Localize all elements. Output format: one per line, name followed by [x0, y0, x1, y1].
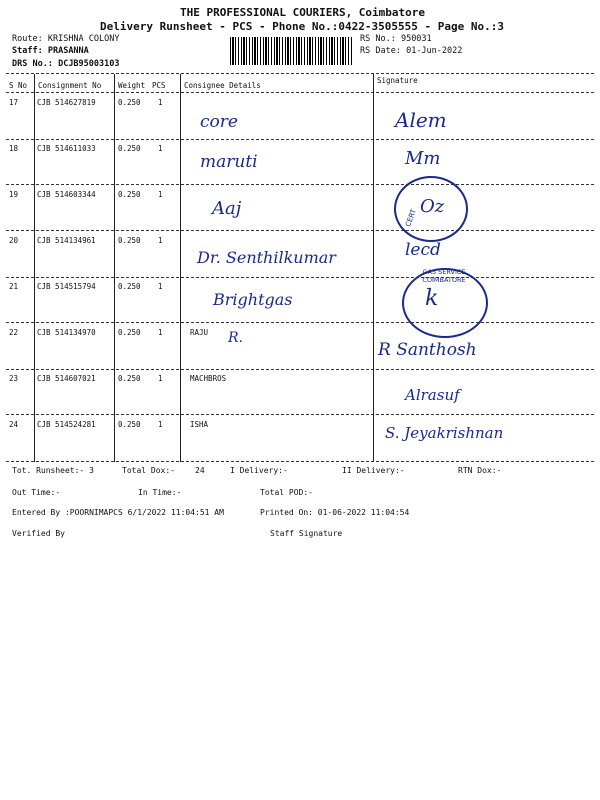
row-consignment: CJB 514607021	[37, 374, 96, 383]
handwritten-consignee: Dr. Senthilkumar	[197, 248, 336, 267]
row-pcs: 1	[158, 282, 163, 291]
row-consignee-details: ISHA	[190, 420, 209, 429]
row-rule	[6, 139, 594, 140]
col-details: Consignee Details	[184, 81, 261, 90]
table-row	[0, 142, 600, 186]
row-sno: 19	[9, 190, 19, 199]
row-consignment: CJB 514627819	[37, 98, 96, 107]
staff-label: Staff:	[12, 46, 43, 56]
handwritten-signature: Mm	[405, 148, 441, 169]
total-dox-label: Total Dox:-	[122, 466, 175, 475]
header-top-rule	[6, 73, 594, 74]
row-pcs: 1	[158, 144, 163, 153]
route-line	[12, 34, 120, 44]
row-weight: 0.250	[118, 236, 141, 245]
handwritten-consignee: R.	[228, 330, 243, 346]
row-pcs: 1	[158, 420, 163, 429]
table-row	[0, 280, 600, 324]
table-row	[0, 372, 600, 416]
table-row	[0, 96, 600, 140]
rtn-dox: RTN Dox:-	[458, 466, 502, 475]
row-weight: 0.250	[118, 98, 141, 107]
printed-on: Printed On: 01-06-2022 11:04:54	[260, 508, 410, 517]
col-sno: S No	[9, 81, 28, 90]
entered-by: Entered By :POORNIMAPCS 6/1/2022 11:04:51 AM	[12, 508, 224, 517]
handwritten-consignee: Brightgas	[213, 290, 293, 309]
col-consignment: Consignment No	[38, 81, 102, 90]
drs-value: DCJB95003103	[58, 59, 120, 69]
handwritten-signature: Alrasuf	[405, 386, 460, 404]
row-consignment: CJB 514134970	[37, 328, 96, 337]
rs-no-label: RS No.:	[360, 34, 396, 44]
col-pcs: PCS	[152, 81, 166, 90]
row-weight: 0.250	[118, 144, 141, 153]
row-consignee-details: MACHBROS	[190, 374, 227, 383]
col-weight: Weight	[118, 81, 146, 90]
verified-by: Verified By	[12, 529, 65, 538]
seal-text: CERT	[404, 208, 418, 228]
staff-value: PRASANNA	[47, 46, 89, 56]
handwritten-signature: S. Jeyakrishnan	[385, 424, 504, 442]
table-row	[0, 418, 600, 462]
row-sno: 21	[9, 282, 19, 291]
rs-date-label: RS Date:	[360, 46, 401, 56]
company-name: THE PROFESSIONAL COURIERS, Coimbatore	[180, 6, 426, 19]
row-pcs: 1	[158, 236, 163, 245]
row-sno: 23	[9, 374, 19, 383]
row-rule	[6, 414, 594, 415]
handwritten-signature: lecd	[405, 240, 441, 260]
barcode	[230, 37, 352, 65]
handwritten-signature: Oz	[420, 196, 445, 217]
i-delivery: I Delivery:-	[230, 466, 288, 475]
row-consignment: CJB 514524281	[37, 420, 96, 429]
handwritten-signature: k	[425, 286, 439, 311]
row-rule	[6, 230, 594, 231]
handwritten-consignee: core	[200, 112, 238, 132]
gas-service-seal	[402, 268, 488, 338]
row-consignment: CJB 514134961	[37, 236, 96, 245]
row-pcs: 1	[158, 374, 163, 383]
col-signature: Signature	[377, 76, 418, 85]
rs-no-line	[360, 34, 432, 44]
table-row	[0, 234, 600, 278]
out-time: Out Time:-	[12, 488, 61, 497]
handwritten-consignee: maruti	[200, 152, 258, 172]
row-pcs: 1	[158, 328, 163, 337]
handwritten-signature: Alem	[395, 108, 447, 132]
total-dox-value: 24	[195, 466, 205, 475]
row-rule	[6, 184, 594, 185]
rs-date-value: 01-Jun-2022	[406, 46, 463, 56]
total-pod: Total POD:-	[260, 488, 313, 497]
row-sno: 18	[9, 144, 19, 153]
rs-no-value: 950031	[400, 34, 432, 44]
row-sno: 20	[9, 236, 19, 245]
header-bottom-rule	[6, 92, 594, 93]
row-sno: 17	[9, 98, 19, 107]
row-rule	[6, 369, 594, 370]
row-rule	[6, 461, 594, 462]
runsheet-title: Delivery Runsheet - PCS - Phone No.:0422-3505555 - Page No.:3	[100, 20, 504, 33]
row-consignment: CJB 514611033	[37, 144, 96, 153]
row-sno: 22	[9, 328, 19, 337]
drs-line	[12, 59, 120, 69]
staff-signature: Staff Signature	[270, 529, 343, 538]
row-rule	[6, 322, 594, 323]
row-consignment: CJB 514603344	[37, 190, 96, 199]
table-row	[0, 188, 600, 232]
row-pcs: 1	[158, 190, 163, 199]
row-weight: 0.250	[118, 374, 141, 383]
route-label: Route:	[12, 34, 43, 44]
row-pcs: 1	[158, 98, 163, 107]
handwritten-consignee: Aaj	[212, 198, 242, 219]
row-consignee-details: RAJU	[190, 328, 209, 337]
row-weight: 0.250	[118, 328, 141, 337]
total-runsheet: Tot. Runsheet:- 3	[12, 466, 94, 475]
in-time: In Time:-	[138, 488, 182, 497]
company-seal	[394, 176, 468, 242]
route-value: KRISHNA COLONY	[47, 34, 120, 44]
table-row	[0, 326, 600, 370]
rs-date-line	[360, 46, 462, 56]
handwritten-signature: R Santhosh	[378, 340, 477, 360]
row-weight: 0.250	[118, 420, 141, 429]
staff-line	[12, 46, 89, 56]
ii-delivery: II Delivery:-	[342, 466, 405, 475]
row-consignment: CJB 514515794	[37, 282, 96, 291]
seal-text: GAS SERVICE COIMBATORE	[422, 268, 466, 284]
row-weight: 0.250	[118, 190, 141, 199]
row-rule	[6, 277, 594, 278]
drs-label: DRS No.:	[12, 59, 53, 69]
row-weight: 0.250	[118, 282, 141, 291]
row-sno: 24	[9, 420, 19, 429]
